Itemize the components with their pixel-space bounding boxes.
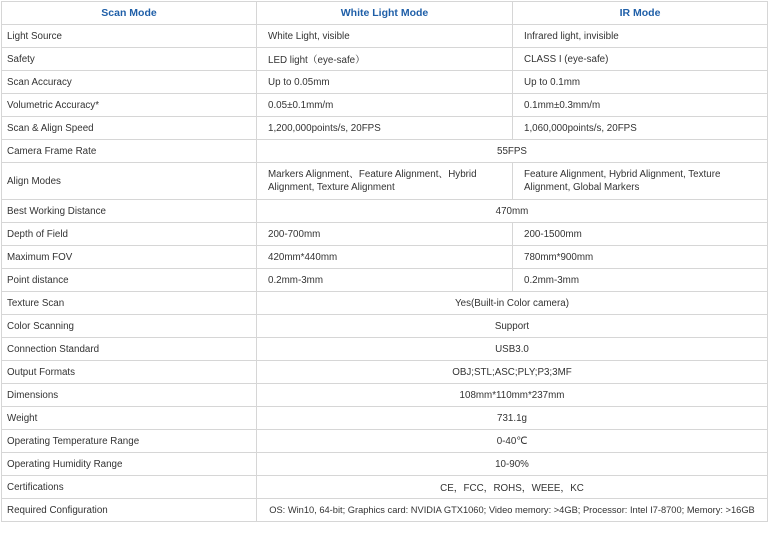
row-label: Required Configuration — [2, 499, 257, 522]
row-value-ir: Infrared light, invisible — [513, 25, 768, 48]
table-row — [2, 163, 768, 200]
row-value-ir: 780mm*900mm — [513, 246, 768, 269]
table-row — [2, 315, 768, 338]
table-row — [2, 94, 768, 117]
row-value-ir: 200-1500mm — [513, 223, 768, 246]
row-label: Operating Temperature Range — [2, 430, 257, 453]
row-label: Weight — [2, 407, 257, 430]
row-value-white-light: 420mm*440mm — [257, 246, 513, 269]
row-label: Safety — [2, 48, 257, 71]
row-value-both-modes: OBJ;STL;ASC;PLY;P3;3MF — [257, 361, 768, 384]
table-row — [2, 476, 768, 499]
table-row — [2, 453, 768, 476]
header-scan-mode: Scan Mode — [2, 2, 257, 25]
table-row — [2, 361, 768, 384]
row-value-both-modes: 108mm*110mm*237mm — [257, 384, 768, 407]
row-value-both-modes: 10-90% — [257, 453, 768, 476]
table-row — [2, 71, 768, 94]
table-row — [2, 269, 768, 292]
table-row — [2, 25, 768, 48]
row-label: Scan & Align Speed — [2, 117, 257, 140]
header-white-light-mode: White Light Mode — [257, 2, 513, 25]
row-value-white-light: 1,200,000points/s, 20FPS — [257, 117, 513, 140]
row-label: Maximum FOV — [2, 246, 257, 269]
row-value-both-modes: USB3.0 — [257, 338, 768, 361]
row-value-both-modes: 55FPS — [257, 140, 768, 163]
row-value-both-modes: Support — [257, 315, 768, 338]
row-label: Camera Frame Rate — [2, 140, 257, 163]
row-label: Light Source — [2, 25, 257, 48]
row-value-both-modes: 470mm — [257, 200, 768, 223]
table-header-row — [2, 2, 768, 25]
row-label: Certifications — [2, 476, 257, 499]
row-label: Point distance — [2, 269, 257, 292]
table-body — [2, 25, 768, 522]
table-row — [2, 407, 768, 430]
row-value-white-light: 0.05±0.1mm/m — [257, 94, 513, 117]
spec-table — [1, 1, 768, 522]
table-row — [2, 430, 768, 453]
row-label: Connection Standard — [2, 338, 257, 361]
row-value-ir: CLASS I (eye-safe) — [513, 48, 768, 71]
row-label: Scan Accuracy — [2, 71, 257, 94]
row-value-ir: 0.2mm-3mm — [513, 269, 768, 292]
row-label: Depth of Field — [2, 223, 257, 246]
row-value-both-modes: OS: Win10, 64-bit; Graphics card: NVIDIA GTX1060; Video memory: >4GB; Processor: Intel I7-8700; Memory: >16GB — [257, 499, 768, 522]
table-row — [2, 338, 768, 361]
table-row — [2, 200, 768, 223]
row-label: Dimensions — [2, 384, 257, 407]
row-label: Color Scanning — [2, 315, 257, 338]
table-row — [2, 140, 768, 163]
row-value-ir: Up to 0.1mm — [513, 71, 768, 94]
row-value-white-light: Up to 0.05mm — [257, 71, 513, 94]
table-row — [2, 292, 768, 315]
row-value-white-light: LED light（eye-safe） — [257, 48, 513, 71]
row-value-white-light: White Light, visible — [257, 25, 513, 48]
table-row — [2, 117, 768, 140]
row-label: Volumetric Accuracy* — [2, 94, 257, 117]
row-value-ir: 1,060,000points/s, 20FPS — [513, 117, 768, 140]
row-value-white-light: Markers Alignment、Feature Alignment、Hybrid Alignment, Texture Alignment — [257, 163, 513, 200]
row-value-ir: Feature Alignment, Hybrid Alignment, Texture Alignment, Global Markers — [513, 163, 768, 200]
row-label: Texture Scan — [2, 292, 257, 315]
row-value-both-modes: Yes(Built-in Color camera) — [257, 292, 768, 315]
table-row — [2, 223, 768, 246]
header-ir-mode: IR Mode — [513, 2, 768, 25]
table-row — [2, 48, 768, 71]
table-row — [2, 499, 768, 522]
row-value-both-modes: CE，FCC，ROHS，WEEE，KC — [257, 476, 768, 499]
row-label: Align Modes — [2, 163, 257, 200]
row-value-both-modes: 731.1g — [257, 407, 768, 430]
row-label: Best Working Distance — [2, 200, 257, 223]
row-value-white-light: 0.2mm-3mm — [257, 269, 513, 292]
row-label: Output Formats — [2, 361, 257, 384]
row-value-both-modes: 0-40℃ — [257, 430, 768, 453]
table-row — [2, 246, 768, 269]
row-label: Operating Humidity Range — [2, 453, 257, 476]
table-row — [2, 384, 768, 407]
row-value-ir: 0.1mm±0.3mm/m — [513, 94, 768, 117]
row-value-white-light: 200-700mm — [257, 223, 513, 246]
